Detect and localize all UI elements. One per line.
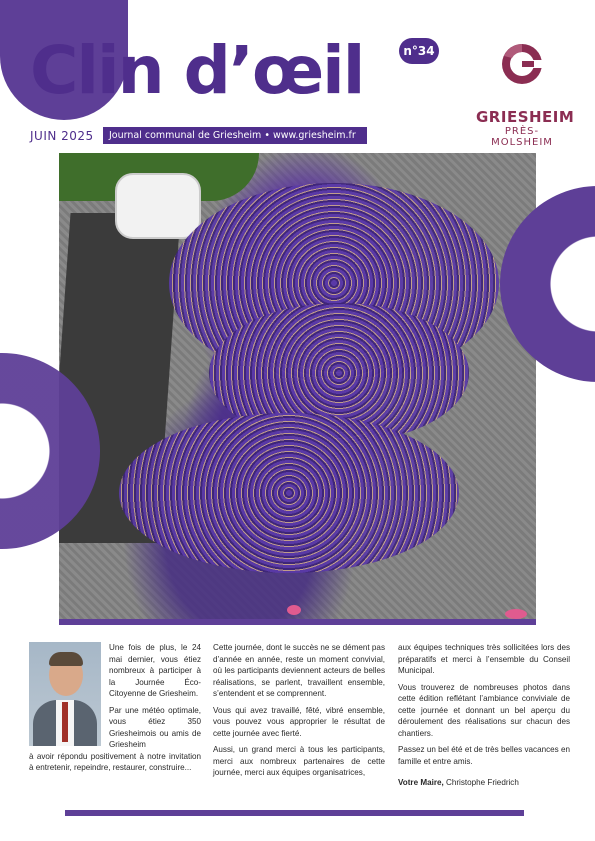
griesheim-logo	[476, 42, 575, 148]
editorial-paragraph: à avoir répondu positivement à notre invitation à entretenir, repeindre, restaurer, construire...	[29, 751, 201, 772]
g-logo-icon	[500, 42, 544, 86]
editorial-intro: Une fois de plus, le 24 mai dernier, vous étiez nombreux à participer à la Journée Éco-Citoyenne de Griesheim.	[109, 643, 201, 698]
photo-crowd-bottom	[119, 413, 459, 573]
logo-name: GRIESHEIM	[476, 108, 575, 126]
footer-bar	[65, 810, 524, 816]
editorial-paragraph: Cette journée, dont le succès ne se dément pas d’année en année, reste un moment convivial, où les participants deviennent acteurs de belles réalisations, se parlent, travaillent ensemble, s’entendent et se comprennent.	[213, 643, 385, 698]
issue-badge: n°34	[399, 38, 439, 64]
logo-subname: PRÈS-MOLSHEIM	[491, 126, 553, 148]
photo-flowers	[505, 609, 527, 619]
issue-date: JUIN 2025	[30, 129, 94, 143]
cover-group-photo	[59, 153, 536, 619]
photo-underline	[59, 619, 536, 625]
photo-car	[115, 173, 201, 239]
signature-role: Votre Maire,	[398, 778, 444, 787]
editorial-column-1	[29, 642, 201, 779]
magazine-title: Clin d’œil	[30, 32, 364, 109]
editorial-paragraph: Passez un bel été et de très belles vacances en famille et entre amis.	[398, 745, 570, 766]
editorial-paragraph: aux équipes techniques très sollicitées lors des préparatifs et merci à l’ensemble du Conseil Municipal.	[398, 643, 570, 675]
tagline-bar: Journal communal de Griesheim • www.griesheim.fr	[103, 127, 367, 144]
editorial-column-3	[398, 642, 570, 794]
signature-name: Christophe Friedrich	[445, 778, 519, 787]
editorial-paragraph: Vous trouverez de nombreuses photos dans cette édition reflétant l’ambiance conviviale de cette journée et donnant un bel aperçu du déroulement des réalisations sur chacun des chantiers.	[398, 682, 570, 738]
editorial-paragraph: Vous qui avez travaillé, fêté, vibré ensemble, vous pouvez vous approprier le résultat de cette journée avec fierté.	[213, 705, 385, 738]
editorial-paragraph: Par une météo optimale, vous étiez 350 Griesheimois ou amis de Griesheim	[109, 705, 201, 749]
editorial-paragraph: Aussi, un grand merci à tous les participants, merci aux nombreux partenaires de cette journée, merci aux équipes organisatrices,	[213, 745, 385, 777]
photo-flowers	[287, 605, 301, 615]
editorial-column-2	[213, 642, 385, 784]
signature	[398, 777, 570, 789]
